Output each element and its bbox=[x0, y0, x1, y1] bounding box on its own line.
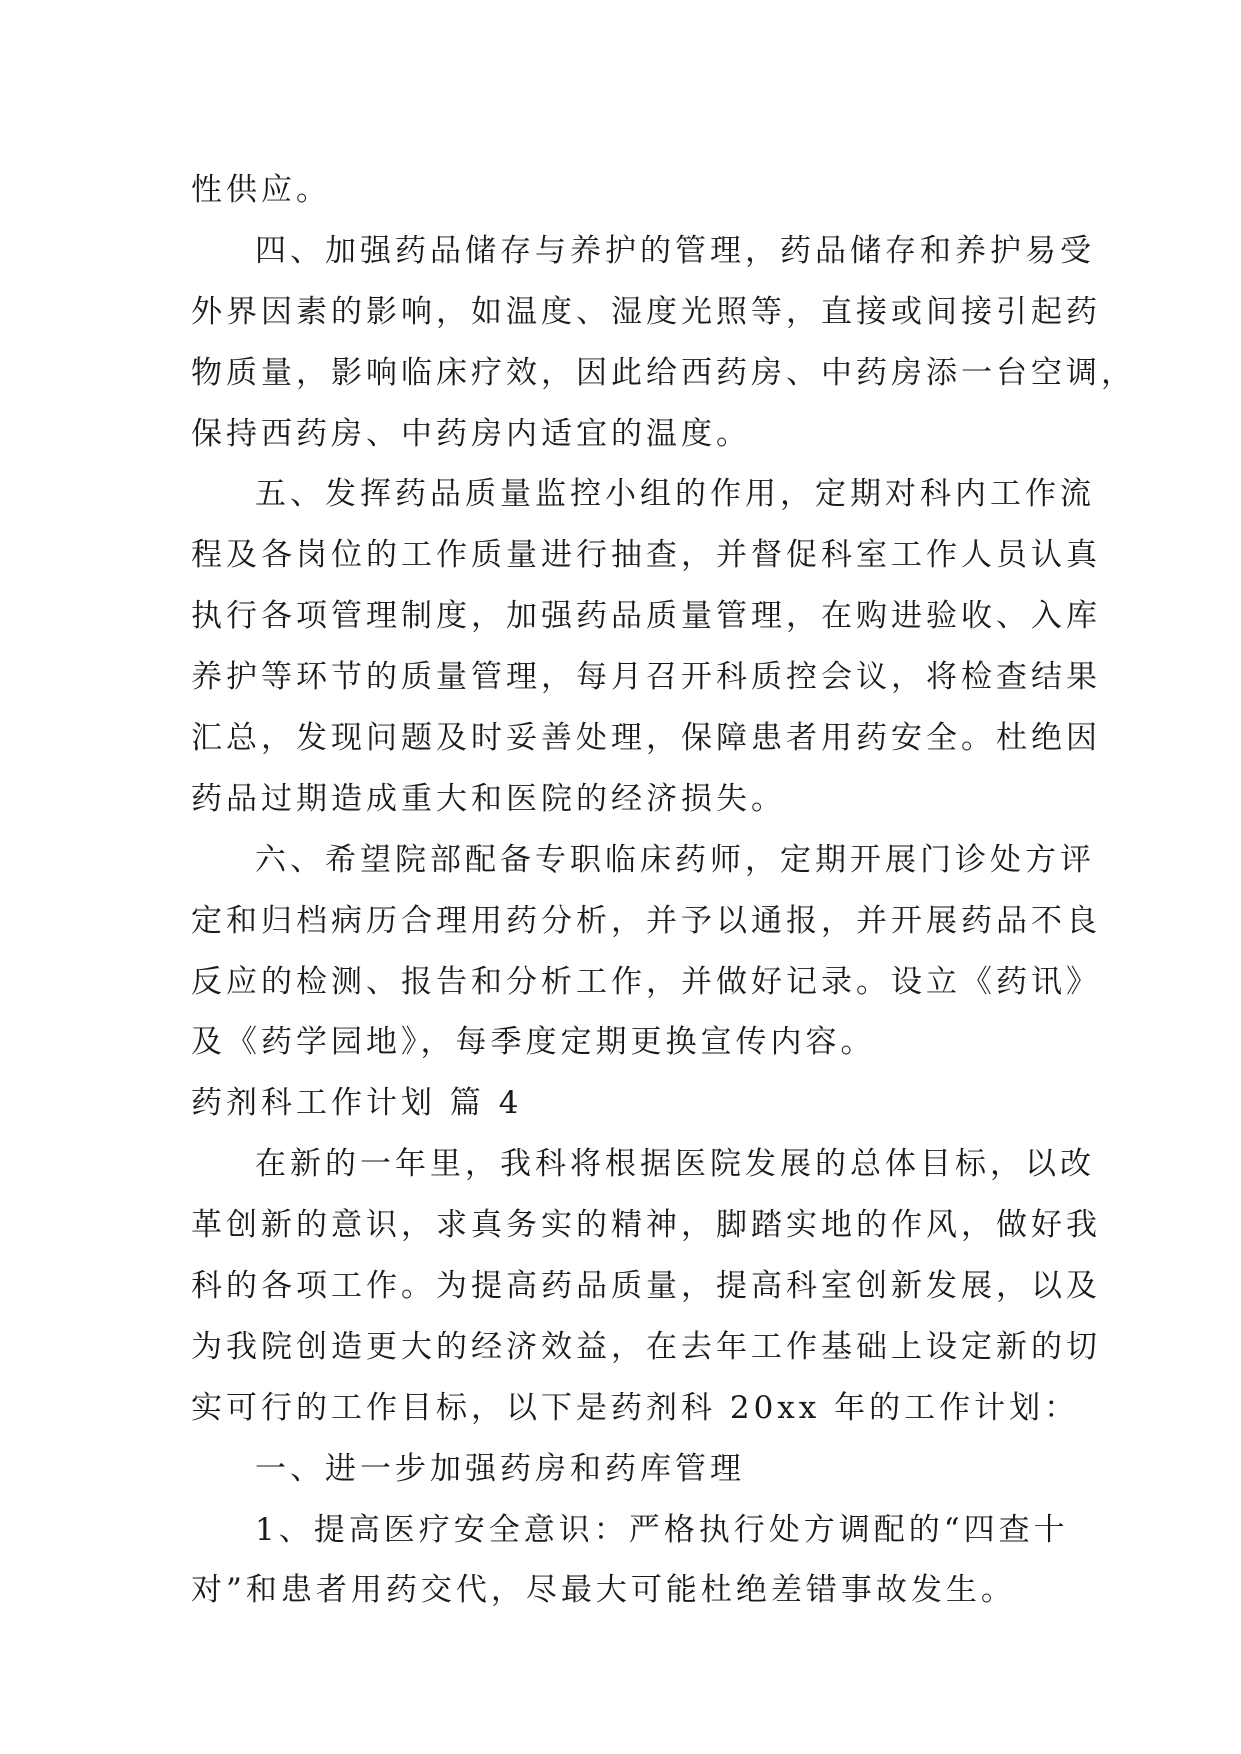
paragraph-start-line: 1、提高医疗安全意识：严格执行处方调配的“四查十 bbox=[255, 1511, 1069, 1548]
text-line: 及《药学园地》，每季度定期更换宣传内容。 bbox=[191, 1024, 876, 1061]
paragraph-start-line: 在新的一年里，我科将根据医院发展的总体目标，以改 bbox=[255, 1146, 1095, 1183]
paragraph-start-line: 六、希望院部配备专职临床药师，定期开展门诊处方评 bbox=[255, 841, 1095, 878]
text-line: 科的各项工作。为提高药品质量，提高科室创新发展，以及 bbox=[191, 1268, 1101, 1305]
text-line: 汇总，发现问题及时妥善处理，保障患者用药安全。杜绝因 bbox=[191, 720, 1101, 757]
document-body bbox=[191, 160, 1136, 1621]
text-line: 反应的检测、报告和分析工作，并做好记录。设立《药讯》 bbox=[191, 963, 1101, 1000]
text-line: 保持西药房、中药房内适宜的温度。 bbox=[191, 415, 751, 452]
paragraph-start-line: 五、发挥药品质量监控小组的作用，定期对科内工作流 bbox=[255, 476, 1095, 513]
text-line: 物质量，影响临床疗效，因此给西药房、中药房添一台空调， bbox=[191, 354, 1136, 391]
text-line: 药品过期造成重大和医院的经济损失。 bbox=[191, 780, 786, 817]
text-line: 执行各项管理制度，加强药品质量管理，在购进验收、入库 bbox=[191, 598, 1101, 635]
paragraph-start-line: 四、加强药品储存与养护的管理，药品储存和养护易受 bbox=[255, 232, 1095, 269]
text-line: 对”和患者用药交代，尽最大可能杜绝差错事故发生。 bbox=[191, 1572, 1016, 1609]
text-line: 养护等环节的质量管理，每月召开科质控会议，将检查结果 bbox=[191, 659, 1101, 696]
text-line: 程及各岗位的工作质量进行抽查，并督促科室工作人员认真 bbox=[191, 537, 1101, 574]
subheading-line: 一、进一步加强药房和药库管理 bbox=[255, 1450, 745, 1487]
text-line: 为我院创造更大的经济效益，在去年工作基础上设定新的切 bbox=[191, 1328, 1101, 1365]
text-line: 实可行的工作目标，以下是药剂科 20xx 年的工作计划： bbox=[191, 1389, 1080, 1426]
text-line: 外界因素的影响，如温度、湿度光照等，直接或间接引起药 bbox=[191, 293, 1101, 330]
text-line: 定和归档病历合理用药分析，并予以通报，并开展药品不良 bbox=[191, 902, 1101, 939]
text-line: 革创新的意识，求真务实的精神，脚踏实地的作风，做好我 bbox=[191, 1207, 1101, 1244]
text-line: 性供应。 bbox=[191, 172, 331, 208]
section-heading: 药剂科工作计划 篇 4 bbox=[191, 1085, 523, 1122]
